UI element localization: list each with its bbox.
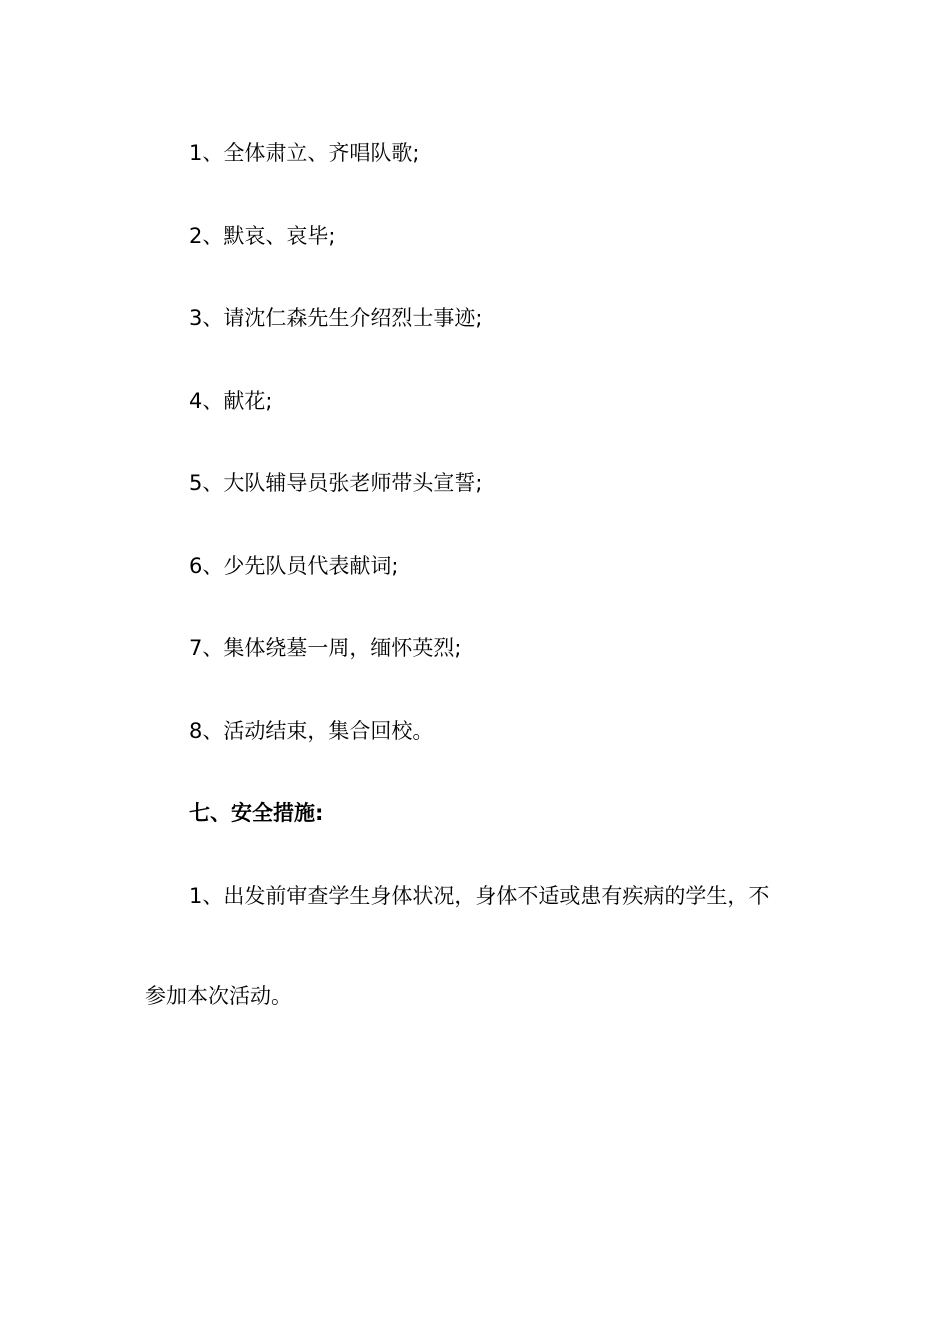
program-item-8: 8、活动结束，集合回校。: [189, 719, 434, 743]
program-item-5: 5、大队辅导员张老师带头宣誓;: [189, 471, 483, 495]
program-item-2: 2、默哀、哀毕;: [189, 224, 336, 248]
program-item-6: 6、少先队员代表献词;: [189, 554, 399, 578]
section-heading-safety: 七、安全措施:: [189, 801, 324, 825]
program-item-3: 3、请沈仁森先生介绍烈士事迹;: [189, 306, 483, 330]
program-item-7: 7、集体绕墓一周，缅怀英烈;: [189, 636, 462, 660]
safety-item-1-line-1: 1、出发前审查学生身体状况，身体不适或患有疾病的学生，不: [189, 884, 770, 908]
program-item-4: 4、献花;: [189, 389, 273, 413]
safety-item-1-line-2: 参加本次活动。: [145, 984, 292, 1008]
program-item-1: 1、全体肃立、齐唱队歌;: [189, 141, 420, 165]
